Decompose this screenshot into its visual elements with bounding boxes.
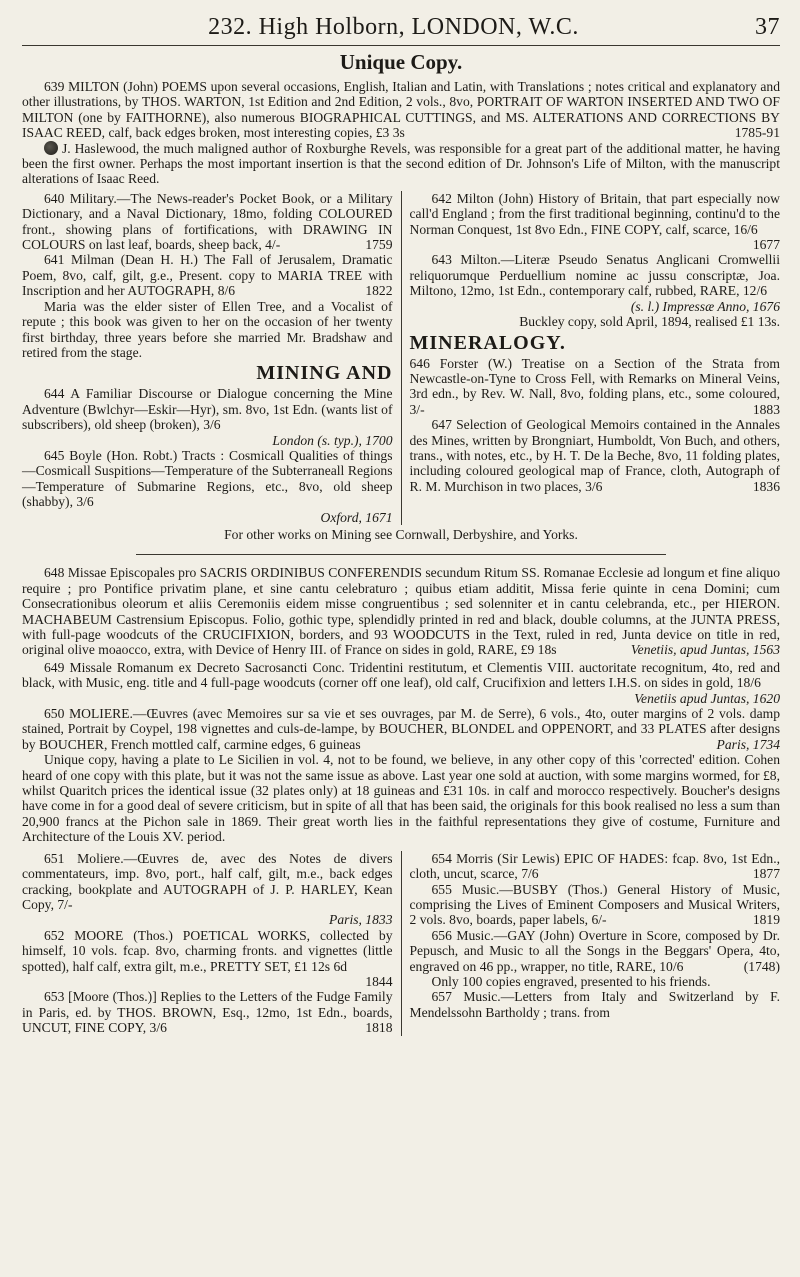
entry-646-text: 646 Forster (W.) Treatise on a Section of the Strata from Newcastle-on-Tyne to Cross Fell, with Remarks on Mineral Veins, 3rd edn., by Rev. W. Nall, 8vo, folding plans, etc., some coloured, 3/- <box>409 355 780 417</box>
header-rule <box>22 45 780 46</box>
entry-642 <box>409 190 781 253</box>
entry-648-text: 648 Missae Episcopales pro SACRIS ORDINIBUS CONFERENDIS secundum Ritum SS. Romanae Ecclesie ad longum et fine aliquo require ; pro Pontifice privatim plane, et sine cantu celebraturo ; quibus etiam additit, Missa ferie quinte in cena Domini; cum Consecrationibus oleorum et aliis Ceremoniis eidem misse congruentibus ; sed solenniter et in cantu celebranda, etc., per HIERON. MACHABEUM Castrensium Episcopus. Folio, gothic type, splendidly printed in red and black, double columns, at the JUNTA PRESS, with full-page woodcuts of the CRUCIFIXION, borders, and 93 WOODCUTS in the Text, ruled in red, Junta device on title in red, original olive moaocco, extra, with Device of Henry III. of France on sides in gold, RARE, £9 18s <box>22 565 780 658</box>
entry-649-imprint: Venetiis apud Juntas, 1620 <box>634 690 780 706</box>
entry-643-text: 643 Milton.—Literæ Pseudo Senatus Anglicani Cromwellii reliquorumque Perduellium nomine ac jussu conscriptæ, Joa. Miltono, 12mo, 1st Edn., contemporary calf, rubbed, RARE, 12/6 <box>409 252 780 299</box>
entry-641-text: 641 Milman (Dean H. H.) The Fall of Jerusalem, Dramatic Poem, 8vo, calf, gilt, g.e., Present. copy to MARIA TREE with Inscription and her AUTOGRAPH, 8/6 <box>22 252 393 299</box>
entry-652-year: 1844 <box>365 973 393 989</box>
entry-654-year: 1877 <box>752 866 780 882</box>
running-header <box>22 14 780 45</box>
entry-646-year: 1883 <box>752 401 780 417</box>
entry-650-text: 650 MOLIERE.—Œuvres (avec Memoires sur sa vie et ses ouvrages, par M. de Serre), 6 vols., 4to, outer margins of 2 vols. damp stained, Portrait by Coypel, 198 vignettes and culs-de-lampe, by BOUCHER, BLONDEL and OPPENORT, and 33 PLATES after designs by BOUCHER, French mottled calf, carmine edges, 6 guineas <box>22 706 780 752</box>
mining-cross-reference: For other works on Mining see Cornwall, Derbyshire, and Yorks. <box>224 526 578 542</box>
entry-652-text: 652 MOORE (Thos.) POETICAL WORKS, collected by himself, 10 vols. fcap. 8vo, charming fronts. and vignettes (little spotted), half calf, extra gilt, m.e., PRETTY SET, £1 12s 6d <box>22 927 393 974</box>
entry-640-text: 640 Military.—The News-reader's Pocket Book, or a Military Dictionary, and a Naval Dictionary, 18mo, folding COLOURED front., showing plans of fortifications, with DRAWING IN COLOURS on last leaf, boards, sheep back, 4/- <box>22 190 393 253</box>
page-number: 37 <box>755 14 780 40</box>
entry-652 <box>22 927 393 989</box>
entry-651-text: 651 Moliere.—Œuvres de, avec des Notes de divers commentateurs, imp. 8vo, port., half calf, gilt, m.e., back edges cracking, bookplate and AUTOGRAPH of J. P. HARLEY, Kean Copy, 7/- <box>22 850 393 912</box>
entry-654-text: 654 Morris (Sir Lewis) EPIC OF HADES: fcap. 8vo, 1st Edn., cloth, uncut, scarce, 7/6 <box>409 850 780 882</box>
entry-649-text: 649 Missale Romanum ex Decreto Sacrosancti Conc. Tridentini restitutum, et Clementis VIII. auctoritate recognitum, 4to, red and black, with Music, eng. title and 4 full-page woodcuts (corner off one leaf), old calf, Crucifixion and letters I.H.S. on sides in gold, 18/6 <box>22 659 780 691</box>
entry-644 <box>22 386 393 448</box>
section-heading-mineralogy: MINERALOGY. <box>409 331 566 354</box>
entry-641 <box>22 252 393 360</box>
entry-654 <box>410 851 781 882</box>
entry-650-note: Unique copy, having a plate to Le Sicilien in vol. 4, not to be found, we believe, in any other copy of this 'corrected' edition. Cohen heard of one copy with this plate, but it was not the same issue as above. Last year one sold at auction, with some margins wormed, for £8, whilst Quaritch prices the identical issue (32 plates only) at 18 guineas and £31 10s. in calf and morocco respectively. Boucher's designs have come in for a good deal of severe criticism, but in spite of all that has been said, the originals for this book realised no less a sum than 20,900 francs at the Pichon sale in 1869. Their great worth lies in the faithful representations they give of costume, Furniture and Architecture of the Louis XV. period. <box>22 752 780 845</box>
entry-640 <box>22 191 393 253</box>
entry-647-year: 1836 <box>752 478 780 494</box>
right-column-1 <box>402 191 781 525</box>
entry-642-year: 1677 <box>752 237 780 253</box>
two-column-block-2 <box>22 851 780 1036</box>
entry-648 <box>22 565 780 657</box>
page-subtitle: Unique Copy. <box>339 50 463 74</box>
entry-656 <box>410 928 781 990</box>
entry-651 <box>22 851 393 928</box>
entry-640-year: 1759 <box>365 237 393 253</box>
entry-655-year: 1819 <box>752 912 780 928</box>
section-divider <box>136 554 667 555</box>
entry-641-year: 1822 <box>365 283 393 299</box>
entry-639 <box>22 79 780 187</box>
entry-655-text: 655 Music.—BUSBY (Thos.) General History of Music, comprising the Lives of Eminent Composers and Musical Writers, 2 vols. 8vo, boards, paper labels, 6/- <box>409 881 780 928</box>
page-address: 232. High Holborn, LONDON, W.C. <box>208 14 579 40</box>
entry-639-text: 639 MILTON (John) POEMS upon several occasions, English, Italian and Latin, with Translations ; notes critical and explanatory and other illustrations, by THOS. WARTON, 1st Edition and 2nd Edition, 2 vols., 8vo, PORTRAIT OF WARTON INSERTED AND TWO OF MILTON (one by FAITHORNE), also numerous BIOGRAPHICAL CUTTINGS, and MS. ALTERATIONS AND CORRECTIONS BY ISAAC REED, calf, back edges broken, most interesting copies, £3 3s <box>22 79 780 141</box>
section-heading-mining: MINING AND <box>256 362 393 385</box>
entry-650 <box>22 706 780 845</box>
entry-653-text: 653 [Moore (Thos.)] Replies to the Letters of the Fudge Family in Paris, ed. by THOS. BROWN, Esq., 12mo, 1st Edn., boards, UNCUT, FINE COPY, 3/6 <box>22 989 393 1036</box>
left-column-2 <box>22 851 402 1036</box>
entry-651-imprint: Paris, 1833 <box>329 912 393 928</box>
two-column-block-1 <box>22 191 780 525</box>
entry-648-imprint: Venetiis, apud Juntas, 1563 <box>630 642 780 658</box>
entry-657-text: 657 Music.—Letters from Italy and Switzerland by F. Mendelssohn Bartholdy ; trans. from <box>409 989 780 1020</box>
entry-657 <box>410 989 781 1020</box>
entry-650-imprint: Paris, 1734 <box>716 736 780 752</box>
entry-647-text: 647 Selection of Geological Memoirs contained in the Annales des Mines, written by Brongniart, Humboldt, Von Buch, and others, trans., with notes, etc., by H. T. De la Beche, 8vo, 11 folding plates, including coloured geological map of France, cloth, Autograph of R. M. Murchison in two places, 3/6 <box>409 417 780 494</box>
entry-655 <box>410 882 781 928</box>
left-column-1 <box>22 191 402 525</box>
entry-639-year: 1785-91 <box>734 125 780 141</box>
entry-643-note: Buckley copy, sold April, 1894, realised £1 13s. <box>519 314 780 330</box>
entry-643-imprint: (s. l.) Impressæ Anno, 1676 <box>630 298 780 314</box>
entry-656-note: Only 100 copies engraved, presented to his friends. <box>431 973 711 989</box>
entry-643 <box>410 252 781 329</box>
entry-645-imprint: Oxford, 1671 <box>320 509 393 525</box>
entry-641-note: Maria was the elder sister of Ellen Tree, and a Vocalist of repute ; this book was given to her on the occasion of her twenty first birthday, three years before she married Mr. Bradshaw and retired from the stage. <box>22 298 393 360</box>
entry-656-year: (1748) <box>743 958 780 974</box>
entry-647 <box>410 417 781 494</box>
entry-656-text: 656 Music.—GAY (John) Overture in Score, composed by Dr. Pepusch, and Music to all the Songs in the Beggars' Opera, 4to, engraved on 46 pp., wrapper, no title, RARE, 10/6 <box>409 927 780 974</box>
entry-649 <box>22 659 780 706</box>
entry-653-year: 1818 <box>365 1020 393 1036</box>
right-column-2 <box>402 851 781 1036</box>
entry-644-text: 644 A Familiar Discourse or Dialogue concerning the Mine Adventure (Bwlchyr—Eskir—Hyr), sm. 8vo, 1st Edn. (wants list of subscribers), old sheep (broken), 3/6 <box>22 386 393 433</box>
entry-653 <box>22 989 393 1035</box>
entry-645 <box>22 448 393 525</box>
entry-644-imprint: London (s. typ.), 1700 <box>272 432 393 448</box>
entry-646 <box>410 356 781 418</box>
entry-645-text: 645 Boyle (Hon. Robt.) Tracts : Cosmicall Qualities of things—Cosmicall Suspitions—Temperature of the Subterraneall Regions—Temperature of Submarine Regions, etc., 8vo, old sheep (shabby), 3/6 <box>22 447 393 510</box>
circle-ornament-icon <box>44 141 58 155</box>
entry-639-note: J. Haslewood, the much maligned author of Roxburghe Revels, was responsible for a great part of the additional matter, he having been the first owner. Perhaps the most important insertion is that the second edition of Dr. Johnson's Life of Milton, with the manuscript alterations of Isaac Reed. <box>22 140 780 187</box>
entry-642-text: 642 Milton (John) History of Britain, that part especially now call'd England ; from the first traditional beginning, continu'd to the Norman Conquest, 1st 8vo Edn., FINE COPY, calf, scarce, 16/6 <box>409 190 780 237</box>
